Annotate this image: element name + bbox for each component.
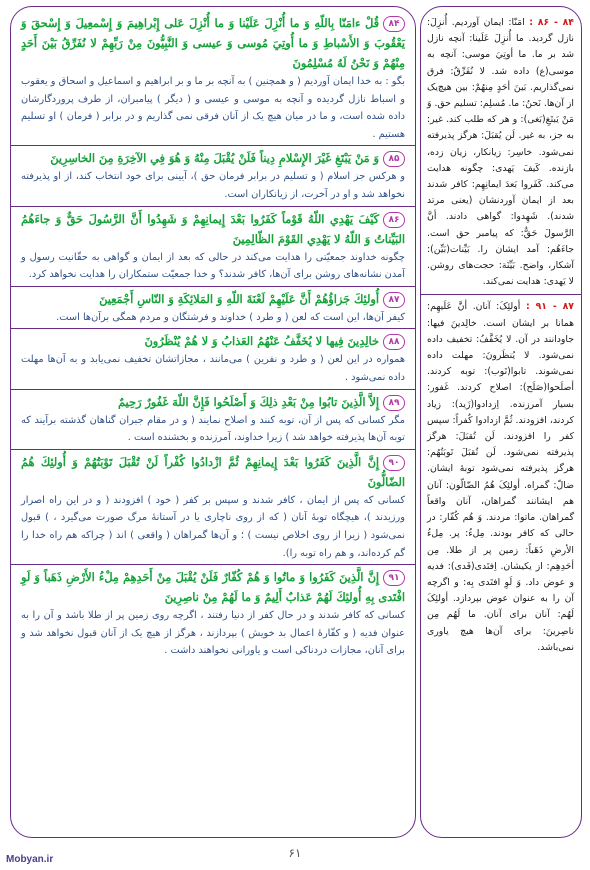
divider — [11, 328, 415, 329]
verse-text: ۸۶كَيْفَ يَهْدِي اللّهُ قَوْماً كَفَرُوا بَعْدَ إِيمانِهِمْ وَ شَهِدُوا أَنَّ الرَّسُولَ حَقٌّ وَ جاءَهُمُ البَيِّناتُ وَ اللّهُ لا يَهْدِي القَوْمَ الظّالِمِينَ — [21, 211, 405, 246]
vocab-section-heading: ۸۴ - ۸۶ : — [529, 17, 574, 28]
verse-number-badge: ۸۹ — [383, 395, 405, 411]
verse-block-88 — [11, 331, 415, 386]
divider — [421, 294, 581, 295]
verse-text: ۸۷أُولئِكَ جَزاؤُهُمْ أَنَّ عَلَيْهِمْ لَعْنَةَ اللّهِ وَ المَلائِكَةِ وَ النّاسِ أَجْمَعِينَ — [11, 289, 415, 309]
verse-number-badge: ۸۶ — [383, 212, 405, 228]
verse-translation: بگو : به خدا ایمان آوردیم ( و همچنین ) به آنچه بر ما و بر ابراهیم و اسماعیل و اسحاق و یعقوب و اسباط نازل گردیده و آنچه به موسی و عیسی و ( دیگر ) پیامبران، از طرف پروردگارشان داده شده است، و ما در میان هیچ یک از آنان فرقی نمی گذاریم و در برابر ( فرمان ) او تسلیم هستیم . — [21, 76, 405, 140]
vocab-section-text: امَنّا: ایمان آوردیم. أُنزِلَ: نازل گردید. ما أُنزِلَ عَلَینا: آنچه نازل شد بر ما. ما أوتِيَ موسى: آنچه به موسی(ع) داده شد. لا نُفَرِّقُ: فرق نمی‌گذاریم. بَینَ أحَدٍ مِنهُمْ: بین هیچ‌یک از آن‌ها. نَحنُ: ما. مُسلِم: تسلیم حق. وَ مَنْ یَبتَغِ(بَغی): و هر که طلب کند. غیر: به جز، به غیر. لَن یُقبَلَ: هرگز پذیرفته نمی‌شود. خاسِر: زیانکار، زیان زده، بازنده. کَیفَ یَهدی: چگونه هدایت می‌کند. کَفَروا بَعدَ ایمانِهِم: کافر شدند بعد از ایمان آوردنشان (یعنی مرتد شدند). شَهِدوا: گواهی دادند. أنَّ الرَّسولَ حَقٌّ: که پیامبر حق است. جاءَهُم: آمد ایشان را. بَیِّنات(بَیِّن): آشکار، واضح. بَیِّنَة: حجت‌های روشن. لا یَهدی: هدایت نمی‌کند. — [427, 17, 574, 288]
verse-text: ۹۰إِنَّ الَّذِينَ كَفَرُوا بَعْدَ إِيمانِهِمْ ثُمَّ ازْدادُوا كُفْراً لَنْ تُقْبَلَ تَوْبَتُهُمْ وَ أُولئِكَ هُمُ الضّالُّونَ — [21, 454, 405, 489]
verse-text: ۸۴قُلْ ءامَنّا بِاللّهِ وَ ما أُنْزِلَ عَلَيْنا وَ ما أُنْزِلَ عَلى إِبْراهِيمَ وَ إِسْمعِيلَ وَ إِسْحقَ وَ يَعْقُوبَ وَ الأَسْباطِ وَ ما أُوتِيَ مُوسى وَ عيسى وَ النَّبِيُّونَ مِنْ رَبِّهِمْ لا نُفَرِّقُ بَيْنَ أَحَدٍ مِنْهُمْ وَ نَحْنُ لَهُ مُسْلِمُونَ — [21, 16, 405, 70]
verse-block-89 — [11, 392, 415, 447]
verse-text: ۹۱إِنَّ الَّذِينَ كَفَرُوا وَ ماتُوا وَ هُمْ كُفّارٌ فَلَنْ يُقْبَلَ مِنْ أَحَدِهِمْ مِلْءُ الأَرْضِ ذَهَباً وَ لَوِ افْتَدى بِهِ أُولئِكَ لَهُمْ عَذابٌ أَلِيمٌ وَ ما لَهُمْ مِنْ ناصِرِينَ — [21, 570, 405, 605]
site-brand: Mobyan.ir — [6, 854, 54, 865]
main-panel — [10, 6, 416, 838]
verse-number-badge: ۹۱ — [383, 570, 405, 586]
divider — [11, 389, 415, 390]
verse-block-85 — [11, 148, 415, 203]
verse-block-90 — [11, 452, 415, 562]
verse-number-badge: ۸۷ — [383, 292, 405, 308]
divider — [11, 206, 415, 207]
page-number: ۶۱ — [288, 846, 302, 860]
verse-text: ۸۸خالِدِينَ فِيها لا يُخَفَّفُ عَنْهُمُ العَذابُ وَ لا هُمْ يُنْظَرُونَ — [11, 331, 415, 351]
vocab-section-87-91 — [427, 299, 574, 655]
verse-translation: چگونه خداوند جمعیّتی را هدایت می‌کند در حالی که بعد از ایمان و گواهی به حقّانیت رسول و آمدن نشانه‌های روشن برای آن‌ها، کافر شدند؟ و خدا جمعیّت ستمکاران را هدایت نخواهد کرد. — [21, 251, 405, 281]
verse-translation: کیفر آن‌ها، این است که لعن ( و طرد ) خداوند و فرشتگان و مردم همگی برآن‌ها است. — [56, 311, 405, 323]
verse-block-86 — [11, 209, 415, 284]
verse-text: ۸۹إِلاَّ الَّذِينَ تابُوا مِنْ بَعْدِ ذلِكَ وَ أَصْلَحُوا فَإِنَّ اللّهَ غَفُورٌ رَحِيمٌ — [11, 392, 415, 412]
verse-number-badge: ۸۸ — [383, 334, 405, 350]
verse-translation: و هرکس جز اسلام ( و تسلیم در برابر فرمان حق )، آیینی برای خود انتخاب کند، از او پذیرفته نخواهد شد و او در آخرت، از زیانکاران است. — [21, 171, 405, 200]
divider — [11, 286, 415, 287]
verse-translation: مگر کسانی که پس از آن، توبه کنند و اصلاح نمایند ( و در مقام جبران گناهان گذشته برآیند که توبه آن‌ها پذیرفته خواهد شد ) زیرا خداوند، آمرزنده و بخشنده است . — [21, 414, 405, 444]
divider — [11, 145, 415, 146]
verse-block-84 — [11, 7, 415, 143]
vocab-section-text: أولئِکَ: آنان. أنَّ عَلَیهِم: همانا بر ایشان است. خالِدینَ فیها: جاودانند در آن. لا یُخَفَّفُ: تخفیف داده نمی‌شود. لا یُنظَرونَ: مهلت داده نمی‌شوند. تابوا(تَوب): توبه کردند. أصلَحوا(صَلَح): اصلاح کردند. غَفور: بسیار آمرزنده. اِزدادوا(زَید): زیاد کردند، افزودند. ثُمَّ ازدادوا کُفراً: سپس کفر را افزودند. لَن تُقبَلَ: هرگز پذیرفته نمی‌شود. لَن تُقبَلَ تَوبَتُهُم: هرگز پذیرفته نمی‌شود توبهٔ ایشان. ضالّ: گمراه. أولئِکَ هُمُ الضّالّون: آنان هم ایشانند گمراهان، آنان واقعاً گمراهان. ماتوا: مردند. وَ هُم کُفّار: در حالی که کافر بودند. مِلءُ: پر. مِلءُ الأرضِ ذَهَباً: زمین پر از طلا. مِن أحَدِهِم: از یکیشان. اِفتَدی(فَدی): فدیه و عوض داد. وَ لَوِ افتَدی بِه: و اگرچه آن را به عنوان عوض بپردازد. أولئِکَ لَهُم: آنان برای آنان. ما لَهُم مِن ناصِرینَ: برای آن‌ها هیچ یاوری نمی‌باشد. — [427, 301, 574, 653]
verse-block-87 — [11, 289, 415, 327]
vocab-section-84-86 — [427, 15, 574, 290]
verse-block-91 — [11, 567, 415, 660]
divider — [11, 449, 415, 450]
verse-translation: کسانی که کافر شدند و در حال کفر از دنیا رفتند ، اگرچه روی زمین پر از طلا باشد و آن را به عنوان فدیه ( و کفّارهٔ اعمال بد خویش ) بپردازند ، هرگز از هیچ یک از آنان قبول نخواهد شد و برای آنان، مجازات دردناکی است و یاورانی نخواهند داشت . — [21, 610, 405, 657]
vocabulary-sidebar — [420, 6, 582, 838]
verse-number-badge: ۸۵ — [383, 151, 405, 167]
verse-translation: همواره در این لعن ( و طرد و نفرین ) می‌مانند ، مجازاتشان تخفیف نمی‌یابد و به آن‌ها مهلت داده نمی‌شود . — [21, 354, 405, 383]
verse-text: ۸۵وَ مَنْ يَبْتَغِ غَيْرَ الإِسْلامِ دِيناً فَلَنْ يُقْبَلَ مِنْهُ وَ هُوَ فِي الآخِرَةِ مِنَ الخاسِرِينَ — [11, 148, 415, 168]
vocab-section-heading: ۸۷ - ۹۱ : — [525, 301, 574, 313]
verse-number-badge: ۹۰ — [383, 455, 405, 471]
divider — [11, 564, 415, 565]
verse-number-badge: ۸۴ — [383, 16, 405, 32]
verse-translation: کسانی که پس از ایمان ، کافر شدند و سپس بر کفر ( خود ) افزودند ( و در این راه اصرار ورزیدند )، هیچگاه توبهٔ آنان ( که از روی ناچاری یا در آستانهٔ مرگ صورت می‌گیرد ، ) قبول نمی‌شود ( زیرا از روی اخلاص نیست ) ؛ و آن‌ها گمراهان ( واقعی ) اند ( چراکه هم راه خدا را گم کرده‌اند، و هم راه توبه را). — [21, 494, 405, 559]
